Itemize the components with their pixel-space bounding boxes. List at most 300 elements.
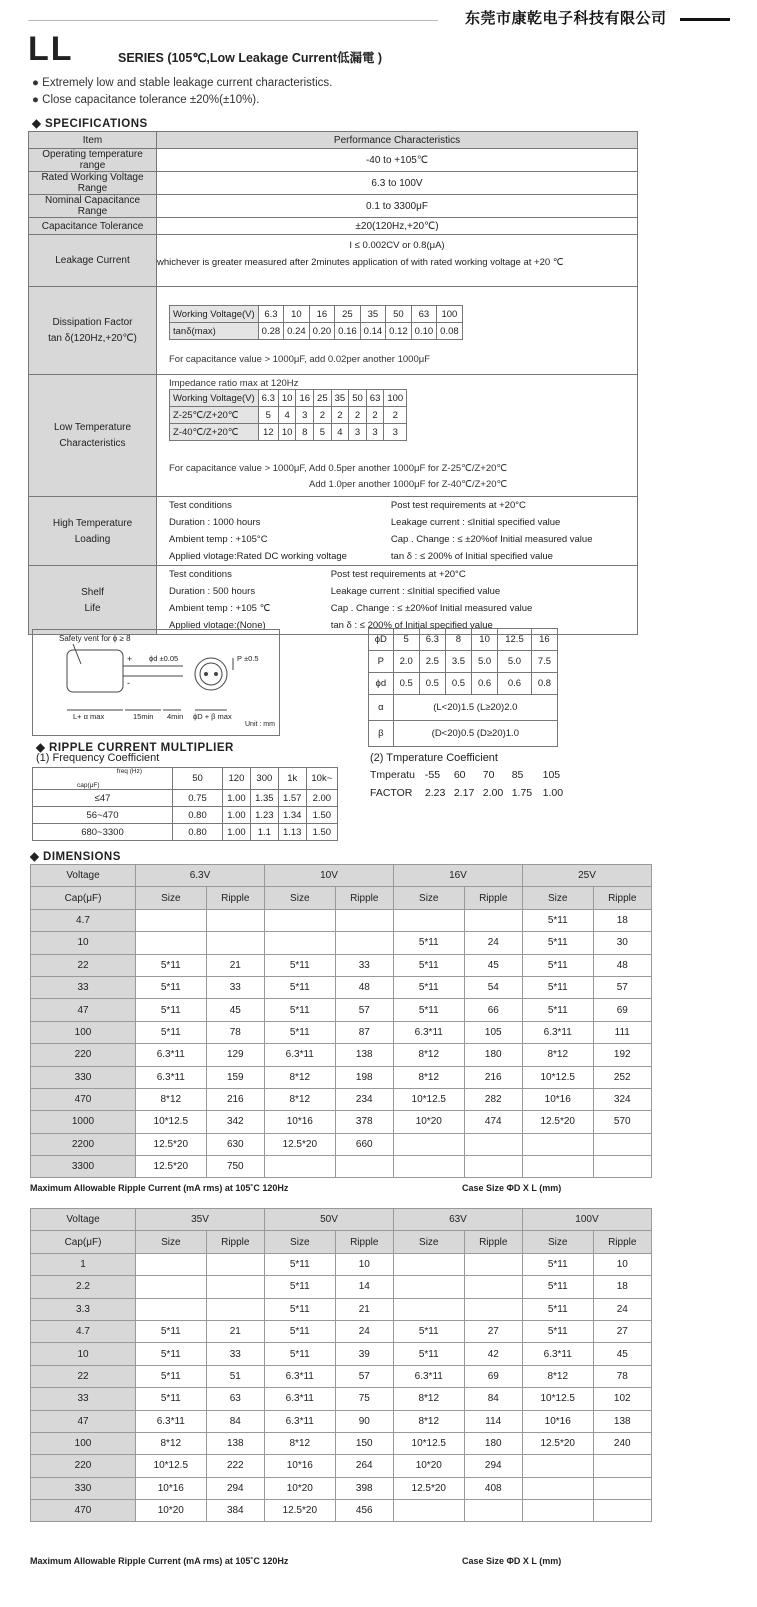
size-value	[393, 1253, 464, 1275]
voltage-cell: 100	[384, 390, 407, 407]
ripple-value	[335, 1156, 393, 1178]
z40-cell: 5	[314, 424, 332, 441]
ripple-value: 57	[335, 1365, 393, 1387]
size-value: 8*12	[522, 1365, 593, 1387]
ripple-header: Ripple	[335, 1231, 393, 1253]
z25-cell: 2	[331, 407, 349, 424]
size-value: 10*12.5	[393, 1432, 464, 1454]
shelf-conditions	[165, 566, 637, 634]
pitch-cell: ϕd	[369, 673, 394, 695]
ripple-value: 69	[464, 1365, 522, 1387]
ripple-value: 192	[593, 1044, 651, 1066]
cap-value: 47	[31, 1410, 136, 1432]
dissipation-cell	[157, 287, 638, 375]
diagram-l-label: L+ α max	[73, 712, 105, 721]
feature-item: ● Close capacitance tolerance ±20%(±10%).	[32, 94, 260, 106]
ripple-value: 87	[335, 1021, 393, 1043]
table-row	[31, 1066, 652, 1088]
pitch-cell: 0.5	[445, 673, 471, 695]
feature-item: ● Extremely low and stable leakage current characteristics.	[32, 77, 333, 89]
voltage-cell: 50	[386, 306, 412, 323]
pitch-cell: P	[369, 651, 394, 673]
cap-value: 220	[31, 1455, 136, 1477]
size-value: 5*11	[522, 976, 593, 998]
cap-value: 330	[31, 1477, 136, 1499]
size-value	[264, 932, 335, 954]
size-value	[136, 932, 207, 954]
z40-cell: 3	[384, 424, 407, 441]
voltage-cell: 25	[335, 306, 361, 323]
ripple-value: 21	[335, 1298, 393, 1320]
table-row	[31, 1044, 652, 1066]
voltage-group: 6.3V	[136, 865, 265, 887]
ripple-cap: 56~470	[33, 807, 173, 824]
ripple-value: 42	[464, 1343, 522, 1365]
voltage-group: 16V	[393, 865, 522, 887]
size-value	[393, 1133, 464, 1155]
z25-cell: 2	[366, 407, 384, 424]
ripple-value	[593, 1500, 651, 1522]
leakage-note: whichever is greater measured after 2minutes application of with rated working voltage at +20 ℃	[157, 256, 564, 268]
ripple-value: 2.00	[306, 790, 337, 807]
table-row	[31, 909, 652, 931]
dimension-diagram	[32, 629, 280, 736]
condition-text: Duration : 500 hours	[169, 586, 256, 597]
spec-label: Rated Working Voltage Range	[29, 172, 157, 195]
table-row	[31, 976, 652, 998]
pitch-cell: 2.5	[419, 651, 445, 673]
pitch-cell: 10	[472, 629, 498, 651]
tan-cell: 0.08	[437, 323, 463, 340]
ripple-header: Ripple	[593, 1231, 651, 1253]
factor-value: 1.00	[542, 787, 564, 799]
size-header: Size	[136, 887, 207, 909]
table-row	[31, 1021, 652, 1043]
ripple-cap: 680~3300	[33, 824, 173, 841]
pitch-cell: (D<20)0.5 (D≥20)1.0	[393, 721, 557, 747]
size-value	[393, 909, 464, 931]
z40-cell: 3	[366, 424, 384, 441]
table-row	[31, 1276, 652, 1298]
size-header: Size	[264, 1231, 335, 1253]
dimensions-table-1	[30, 864, 652, 1178]
pitch-cell: 0.5	[393, 673, 419, 695]
size-value: 5*11	[264, 1276, 335, 1298]
cap-value: 100	[31, 1432, 136, 1454]
condition-text: Ambient temp : +105°C	[169, 534, 268, 545]
ripple-value: 1.50	[306, 824, 337, 841]
voltage-header: Voltage	[31, 865, 136, 887]
tan-cell: 0.16	[335, 323, 361, 340]
size-value: 5*11	[136, 1021, 207, 1043]
capacitor-drawing	[33, 630, 279, 735]
cap-value: 33	[31, 976, 136, 998]
size-value	[522, 1500, 593, 1522]
pitch-cell: 5	[393, 629, 419, 651]
cap-value: 22	[31, 954, 136, 976]
requirement-text: Post test requirements at +20°C	[330, 569, 466, 580]
temp-value: 60	[453, 769, 466, 781]
series-code: LL	[28, 30, 74, 68]
dissipation-label: Dissipation Factor	[52, 317, 133, 328]
ripple-value	[206, 1276, 264, 1298]
lowtemp-table	[169, 389, 407, 441]
temp-label: Tmperatu	[370, 769, 415, 781]
ripple-value: 1.00	[223, 807, 251, 824]
ripple-value	[464, 1298, 522, 1320]
size-value	[393, 1298, 464, 1320]
size-value: 10*20	[393, 1111, 464, 1133]
cap-value: 330	[31, 1066, 136, 1088]
size-value: 10*20	[264, 1477, 335, 1499]
z25-cell: 3	[296, 407, 314, 424]
ripple-value: 69	[593, 999, 651, 1021]
size-value: 8*12	[264, 1088, 335, 1110]
voltage-cell: 6.3	[258, 306, 284, 323]
frequency-table	[32, 767, 338, 841]
leakage-formula: I ≤ 0.002CV or 0.8(μA)	[349, 239, 445, 251]
size-value	[393, 1500, 464, 1522]
ripple-value: 39	[335, 1343, 393, 1365]
ripple-value: 30	[593, 932, 651, 954]
condition-text: Applied vlotage:Rated DC working voltage	[169, 551, 347, 562]
cap-value: 100	[31, 1021, 136, 1043]
pitch-cell: 6.3	[419, 629, 445, 651]
ripple-value: 63	[206, 1388, 264, 1410]
size-value: 8*12	[264, 1066, 335, 1088]
tan-cell: 0.28	[258, 323, 284, 340]
voltage-cell: 35	[331, 390, 349, 407]
table-row	[31, 1500, 652, 1522]
ripple-value: 75	[335, 1388, 393, 1410]
size-header: Size	[522, 1231, 593, 1253]
size-value	[136, 1276, 207, 1298]
voltage-cell: 35	[360, 306, 386, 323]
ripple-value: 14	[335, 1276, 393, 1298]
ripple-value: 33	[206, 976, 264, 998]
ripple-value: 294	[206, 1477, 264, 1499]
size-value	[522, 1455, 593, 1477]
voltage-cell: 63	[411, 306, 437, 323]
ripple-value: 57	[335, 999, 393, 1021]
ripple-value: 234	[335, 1088, 393, 1110]
size-value: 5*11	[393, 932, 464, 954]
pitch-cell: 2.0	[393, 651, 419, 673]
size-value: 10*16	[264, 1455, 335, 1477]
cap-value: 470	[31, 1088, 136, 1110]
shelf-label: Shelf	[81, 586, 104, 598]
spec-label: Capacitance Tolerance	[29, 218, 157, 235]
dims2-footer-right: Case Size ΦD X L (mm)	[462, 1556, 562, 1566]
cap-value: 220	[31, 1044, 136, 1066]
size-value: 6.3*11	[264, 1388, 335, 1410]
ripple-value: 54	[464, 976, 522, 998]
ripple-cap: ≤47	[33, 790, 173, 807]
factor-value: 2.23	[424, 787, 446, 799]
hightemp-conditions	[165, 497, 637, 565]
voltage-cell: 10	[284, 306, 310, 323]
dissipation-table	[169, 305, 463, 340]
ripple-header: Ripple	[593, 887, 651, 909]
header-rule	[28, 20, 438, 21]
size-value: 10*20	[393, 1455, 464, 1477]
hightemp-cell	[157, 497, 638, 566]
ripple-value: 84	[464, 1388, 522, 1410]
pitch-cell: 5.0	[472, 651, 498, 673]
temperature-title: (2) Tmperature Coefficient	[370, 752, 498, 764]
size-value	[136, 909, 207, 931]
spec-label-hightemp	[29, 497, 157, 566]
size-value: 10*12.5	[522, 1066, 593, 1088]
table-row	[31, 954, 652, 976]
pitch-cell: ϕD	[369, 629, 394, 651]
dimensions-table-2	[30, 1208, 652, 1522]
voltage-cell: 50	[349, 390, 367, 407]
pitch-cell: 0.5	[419, 673, 445, 695]
ripple-value: 150	[335, 1432, 393, 1454]
ripple-value: 138	[335, 1044, 393, 1066]
cap-header: Cap(μF)	[31, 1231, 136, 1253]
ripple-value: 48	[335, 976, 393, 998]
ripple-value: 90	[335, 1410, 393, 1432]
ripple-value	[464, 1276, 522, 1298]
pitch-cell: 12.5	[498, 629, 532, 651]
size-value: 8*12	[522, 1044, 593, 1066]
size-value: 12.5*20	[522, 1111, 593, 1133]
tan-cell: 0.10	[411, 323, 437, 340]
ripple-value: 24	[464, 932, 522, 954]
tan-cell: 0.14	[360, 323, 386, 340]
ripple-header: Ripple	[206, 1231, 264, 1253]
temp-value: 105	[542, 769, 561, 781]
pitch-cell: 3.5	[445, 651, 471, 673]
ripple-header: Ripple	[206, 887, 264, 909]
table-row	[31, 1432, 652, 1454]
table-row	[31, 999, 652, 1021]
tan-cell: 0.12	[386, 323, 412, 340]
temp-value: -55	[424, 769, 441, 781]
lowtemp-title: Impedance ratio max at 120Hz	[169, 378, 299, 389]
table-row	[31, 1343, 652, 1365]
spec-value: ±20(120Hz,+20℃)	[157, 218, 638, 235]
diagram-p-label: P ±0.5	[237, 654, 259, 663]
ripple-value: 129	[206, 1044, 264, 1066]
ripple-value: 180	[464, 1432, 522, 1454]
ripple-value: 264	[335, 1455, 393, 1477]
ripple-value: 102	[593, 1388, 651, 1410]
pitch-cell: α	[369, 695, 394, 721]
cap-value: 1000	[31, 1111, 136, 1133]
table-row	[31, 1088, 652, 1110]
ripple-value: 33	[206, 1343, 264, 1365]
ripple-value: 1.35	[250, 790, 278, 807]
ripple-value: 138	[206, 1432, 264, 1454]
ripple-value: 33	[335, 954, 393, 976]
factor-row	[370, 787, 569, 799]
ripple-value: 57	[593, 976, 651, 998]
diagram-vent-label: Safety vent for ϕ ≥ 8	[59, 634, 131, 643]
section-dimensions: ◆ DIMENSIONS	[30, 851, 121, 863]
cap-value: 1	[31, 1253, 136, 1275]
size-value: 5*11	[264, 1320, 335, 1342]
ripple-value: 1.1	[250, 824, 278, 841]
cap-value: 3.3	[31, 1298, 136, 1320]
voltage-group: 10V	[264, 865, 393, 887]
dissipation-sublabel: tan δ(120Hz,+20℃)	[48, 333, 137, 344]
size-value: 6.3*11	[264, 1365, 335, 1387]
cap-value: 47	[31, 999, 136, 1021]
size-value: 10*16	[136, 1477, 207, 1499]
size-value: 6.3*11	[264, 1410, 335, 1432]
ripple-value: 222	[206, 1455, 264, 1477]
z40-cell: 3	[349, 424, 367, 441]
size-value: 5*11	[393, 1343, 464, 1365]
size-value: 10*20	[136, 1500, 207, 1522]
cap-value: 4.7	[31, 909, 136, 931]
size-value: 10*12.5	[522, 1388, 593, 1410]
ripple-value	[593, 1133, 651, 1155]
ripple-value: 24	[593, 1298, 651, 1320]
size-value: 12.5*20	[264, 1500, 335, 1522]
condition-text: Test conditions	[169, 569, 232, 580]
size-value: 10*12.5	[393, 1088, 464, 1110]
table-row	[31, 1320, 652, 1342]
voltage-cell: 6.3	[258, 390, 278, 407]
spec-header-item: Item	[29, 132, 157, 149]
dims2-footer-left: Maximum Allowable Ripple Current (mA rms) at 105˚C 120Hz	[30, 1556, 289, 1566]
ripple-value: 10	[593, 1253, 651, 1275]
temperature-row	[370, 769, 569, 781]
requirement-text: Leakage current : ≤Initial specified value	[390, 517, 561, 528]
size-value: 12.5*20	[522, 1432, 593, 1454]
ripple-value: 21	[206, 1320, 264, 1342]
pitch-cell: 16	[531, 629, 557, 651]
ripple-value: 45	[206, 999, 264, 1021]
size-value: 8*12	[393, 1388, 464, 1410]
hightemp-sublabel: Loading	[74, 533, 111, 545]
size-value: 5*11	[522, 909, 593, 931]
ripple-value: 84	[206, 1410, 264, 1432]
spec-label-lowtemp	[29, 375, 157, 497]
ripple-value: 1.13	[278, 824, 306, 841]
ripple-value	[464, 1253, 522, 1275]
ripple-header: Ripple	[464, 887, 522, 909]
ripple-value: 21	[206, 954, 264, 976]
ripple-value: 105	[464, 1021, 522, 1043]
size-value: 8*12	[393, 1044, 464, 1066]
ripple-value	[593, 1455, 651, 1477]
size-value: 5*11	[522, 1298, 593, 1320]
size-value: 6.3*11	[264, 1044, 335, 1066]
table-row	[31, 1365, 652, 1387]
ripple-value	[464, 1156, 522, 1178]
table-row	[31, 1253, 652, 1275]
feature-text: Close capacitance tolerance ±20%(±10%).	[42, 94, 260, 106]
feature-text: Extremely low and stable leakage current characteristics.	[42, 77, 333, 89]
cap-value: 2.2	[31, 1276, 136, 1298]
lowtemp-cell	[157, 375, 638, 497]
voltage-cell: 16	[309, 306, 335, 323]
cap-value: 470	[31, 1500, 136, 1522]
diagram-unit: Unit : mm	[245, 721, 275, 728]
table-row	[31, 1298, 652, 1320]
table-row	[31, 1477, 652, 1499]
ripple-value: 408	[464, 1477, 522, 1499]
ripple-value: 216	[464, 1066, 522, 1088]
ripple-value: 24	[335, 1320, 393, 1342]
ripple-value: 1.00	[223, 790, 251, 807]
size-value: 5*11	[522, 999, 593, 1021]
size-value: 5*11	[136, 954, 207, 976]
size-header: Size	[393, 887, 464, 909]
spec-header-performance: Performance Characteristics	[157, 132, 638, 149]
ripple-value: 1.57	[278, 790, 306, 807]
pitch-cell: 7.5	[531, 651, 557, 673]
ripple-value: 1.00	[223, 824, 251, 841]
size-value: 5*11	[522, 1253, 593, 1275]
ripple-corner-cell	[33, 768, 173, 790]
factor-value: 1.75	[511, 787, 533, 799]
section-ripple: ◆ RIPPLE CURRENT MULTIPLIER	[36, 742, 234, 754]
ripple-value: 51	[206, 1365, 264, 1387]
ripple-header: Ripple	[464, 1231, 522, 1253]
dissipation-row-label: tanδ(max)	[170, 323, 259, 340]
cap-value: 22	[31, 1365, 136, 1387]
company-name: 东莞市康乾电子科技有限公司	[465, 10, 667, 27]
requirement-text: tan δ : ≤ 200% of Initial specified value	[390, 551, 553, 562]
lowtemp-label: Low Temperature	[53, 422, 132, 433]
ripple-value: 384	[206, 1500, 264, 1522]
size-value: 5*11	[522, 1320, 593, 1342]
factor-value: 2.00	[482, 787, 504, 799]
size-value: 10*12.5	[136, 1455, 207, 1477]
ripple-value: 0.80	[173, 807, 223, 824]
condition-text: Test conditions	[169, 500, 232, 511]
z25-cell: 4	[278, 407, 296, 424]
requirement-text: Cap . Change : ≤ ±20%of Initial measured value	[330, 603, 533, 614]
size-value: 6.3*11	[136, 1044, 207, 1066]
z25-cell: 2	[349, 407, 367, 424]
size-value	[136, 1298, 207, 1320]
size-value: 5*11	[522, 1276, 593, 1298]
ripple-value: 1.34	[278, 807, 306, 824]
spec-value: -40 to +105℃	[157, 149, 638, 172]
z40-cell: 8	[296, 424, 314, 441]
ripple-value	[593, 1477, 651, 1499]
pitch-cell: 0.6	[472, 673, 498, 695]
ripple-value: 342	[206, 1111, 264, 1133]
voltage-cell: 16	[296, 390, 314, 407]
spec-label-leakage: Leakage Current	[29, 235, 157, 287]
size-value: 6.3*11	[393, 1021, 464, 1043]
ripple-value: 1.23	[250, 807, 278, 824]
size-value: 12.5*20	[393, 1477, 464, 1499]
cap-value: 33	[31, 1388, 136, 1410]
size-value: 10*16	[522, 1088, 593, 1110]
size-value: 5*11	[136, 1343, 207, 1365]
requirement-text: Cap . Change : ≤ ±20%of Initial measured value	[390, 534, 593, 545]
size-value	[264, 909, 335, 931]
size-value: 5*11	[522, 954, 593, 976]
size-value: 5*11	[264, 976, 335, 998]
freq-cell: 300	[250, 768, 278, 790]
lowtemp-row-label: Z-25℃/Z+20℃	[170, 407, 259, 424]
size-value: 6.3*11	[136, 1066, 207, 1088]
size-value: 5*11	[264, 1343, 335, 1365]
size-value: 5*11	[393, 976, 464, 998]
lowtemp-sublabel: Characteristics	[59, 438, 126, 449]
size-value: 5*11	[136, 1365, 207, 1387]
